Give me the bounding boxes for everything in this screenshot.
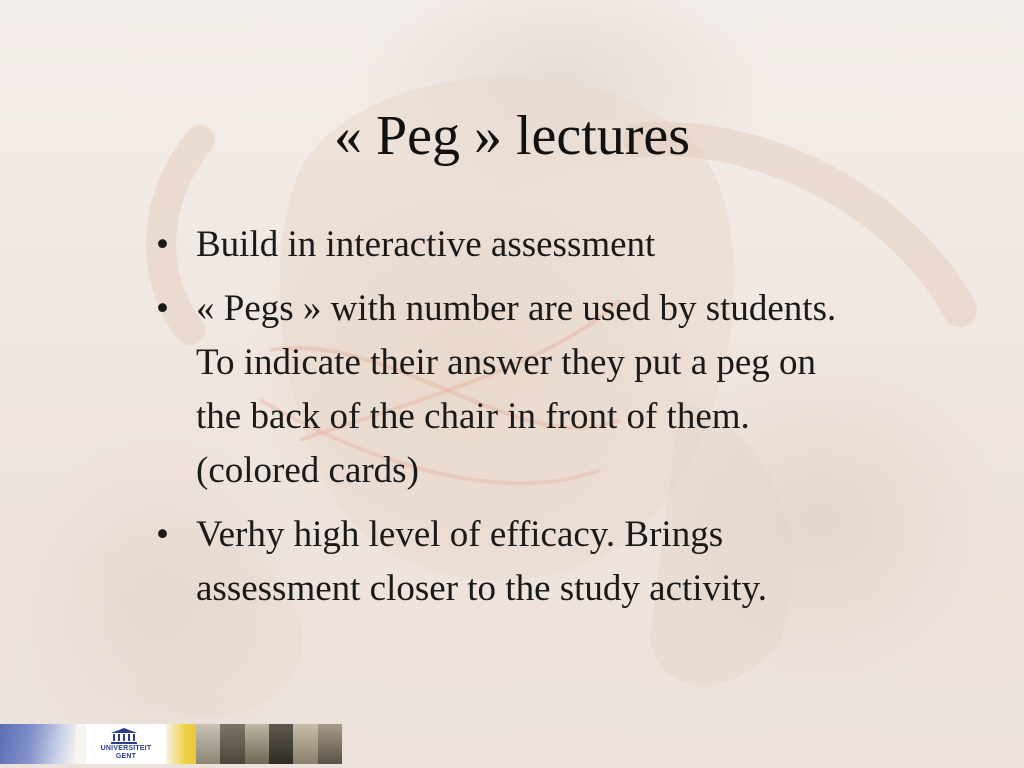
bullet-dot-icon: • xyxy=(156,288,169,329)
logo-photo-strip xyxy=(196,724,342,764)
bullet-dot-icon: • xyxy=(156,514,169,555)
university-building-icon xyxy=(110,728,138,744)
logo-text xyxy=(92,745,160,761)
logo-photo xyxy=(269,724,293,764)
bullet-line: Verhy high level of efficacy. Brings xyxy=(196,514,724,555)
logo-line-2: GENT xyxy=(115,753,137,760)
logo-photo xyxy=(220,724,244,764)
slide-title: « Peg » lectures xyxy=(333,105,691,167)
logo-line-1: UNIVERSITEIT xyxy=(100,745,152,752)
bullet-line: To indicate their answer they put a peg on xyxy=(196,342,817,383)
bullet-item-efficacy xyxy=(156,508,996,616)
logo-blue-stripe xyxy=(0,724,76,764)
bullet-line: Build in interactive assessment xyxy=(196,224,656,265)
bullet-list xyxy=(156,218,996,626)
logo-yellow-stripe xyxy=(166,724,196,764)
bullet-line: assessment closer to the study activity. xyxy=(196,568,767,609)
bullet-item-pegs xyxy=(156,282,996,498)
bullet-line: the back of the chair in front of them. xyxy=(196,396,750,437)
bullet-dot-icon: • xyxy=(156,224,169,265)
logo-photo xyxy=(245,724,269,764)
logo-photo xyxy=(293,724,317,764)
logo-photo xyxy=(318,724,342,764)
logo-photo xyxy=(196,724,220,764)
bullet-line: « Pegs » with number are used by students. xyxy=(196,288,837,329)
university-logo-banner xyxy=(0,724,342,764)
bullet-line: (colored cards) xyxy=(196,450,419,491)
bullet-item-interactive-assessment xyxy=(156,218,996,272)
